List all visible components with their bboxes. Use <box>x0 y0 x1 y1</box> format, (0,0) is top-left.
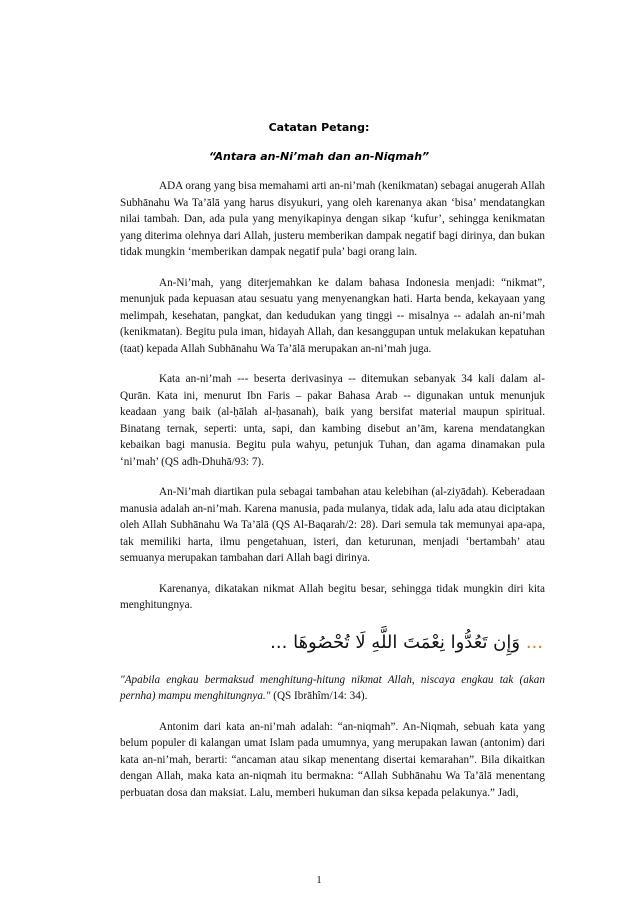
ellipsis-start: ... <box>525 631 543 653</box>
verse-translation <box>120 672 545 705</box>
paragraph: Karenanya, dikatakan nikmat Allah begitu besar, sehingga tidak mungkin diri kita menghitungnya. <box>120 582 545 611</box>
document-body <box>120 178 545 815</box>
arabic-verse <box>120 628 545 658</box>
paragraph: An-Ni’mah diartikan pula sebagai tambahan atau kelebihan (al-ziyādah). Keberadaan manusia adalah an-ni’mah. Karena manusia, pada mulanya, tidak ada, lalu ada atau diciptakan oleh Allah Subhānahu Wa Ta’ālā (QS Al-Baqarah/2: 28). Dari semula tak memunyai apa-apa, tak memiliki harta, ilmu pengetahuan, isteri, dan keturunan, menjadi ‘bertambah’ atau semuanya merupakan tambahan dari Allah bagi dirinya. <box>120 486 545 564</box>
paragraph: Antonim dari kata an-ni’mah adalah: “an-niqmah”. An-Niqmah, sebuah kata yang belum populer di kalangan umat Islam pada umumnya, yang merupakan lawan (antonim) dari kata an-ni’mah, berarti: “ancaman atau sikap menentang disertai kemarahan”. Bila dikaitkan dengan Allah, maka kata an-niqmah itu bermakna: “Allah Subhānahu Wa Ta’ālā menentang perbuatan dosa dan maksiat. Lalu, memberi hukuman dan siksa kepada pelakunya.” Jadi, <box>120 720 545 799</box>
page-title: Catatan Petang: <box>268 121 370 134</box>
verse-reference: (QS Ibrāhîm/14: 34). <box>270 690 368 702</box>
arabic-verse-text: وَإِن تَعُدُّوا نِعْمَتَ اللَّهِ لَا تُحْصُوهَا <box>293 631 521 653</box>
ellipsis-end: ... <box>270 631 288 653</box>
paragraph: ADA orang yang bisa memahami arti an-ni’mah (kenikmatan) sebagai anugerah Allah Subhānahu Wa Ta’ālā yang harus disyukuri, yang oleh karenanya akan ‘bisa’ mendatangkan nilai tambah. Dan, ada pula yang menyikapinya dengan sikap ‘kufur’, sehingga kenikmatan yang diterima olehnya dari Allah, justeru memberikan dampak negatif bagi dirinya, dan bukan tidak mungkin ‘memberikan dampak negatif pula’ bagi orang lain. <box>120 180 545 258</box>
paragraph: Kata an-ni’mah --- beserta derivasinya -- ditemukan sebanyak 34 kali dalam al-Qurān. Kata ini, menurut Ibn Faris – pakar Bahasa Arab -- digunakan untuk menunjuk keadaan yang baik (al-ḥālah al-ḥasanah), baik yang bersifat material maupun spiritual. Binatang ternak, seperti: unta, sapi, dan kambing disebut an’ām, karena mendatangkan kebaikan bagi manusia. Begitu pula wahyu, petunjuk Tuhan, dan agama dinamakan pula ‘ni’mah’ (QS adh-Dhuhā/93: 7). <box>120 373 545 468</box>
verse-translation-text: "Apabila engkau bermaksud menghitung-hitung nikmat Allah, niscaya engkau tak (akan pernha) mampu menghitungnya." <box>120 673 545 702</box>
paragraph: An-Ni’mah, yang diterjemahkan ke dalam bahasa Indonesia menjadi: “nikmat”, menunjuk pada kepuasan atau sesuatu yang menyenangkan hati. Harta benda, kekayaan yang melimpah, kesehatan, pangkat, dan kedudukan yang tinggi -- misalnya -- adalah an-ni’mah (kenikmatan). Begitu pula iman, hidayah Allah, dan kesanggupan untuk melakukan kepatuhan (taat) kepada Allah Subhānahu Wa Ta’ālā merupakan an-ni’mah juga. <box>120 276 545 355</box>
page-number: 1 <box>316 874 322 886</box>
page-subtitle: “Antara an-Ni’mah dan an-Niqmah” <box>208 150 430 163</box>
